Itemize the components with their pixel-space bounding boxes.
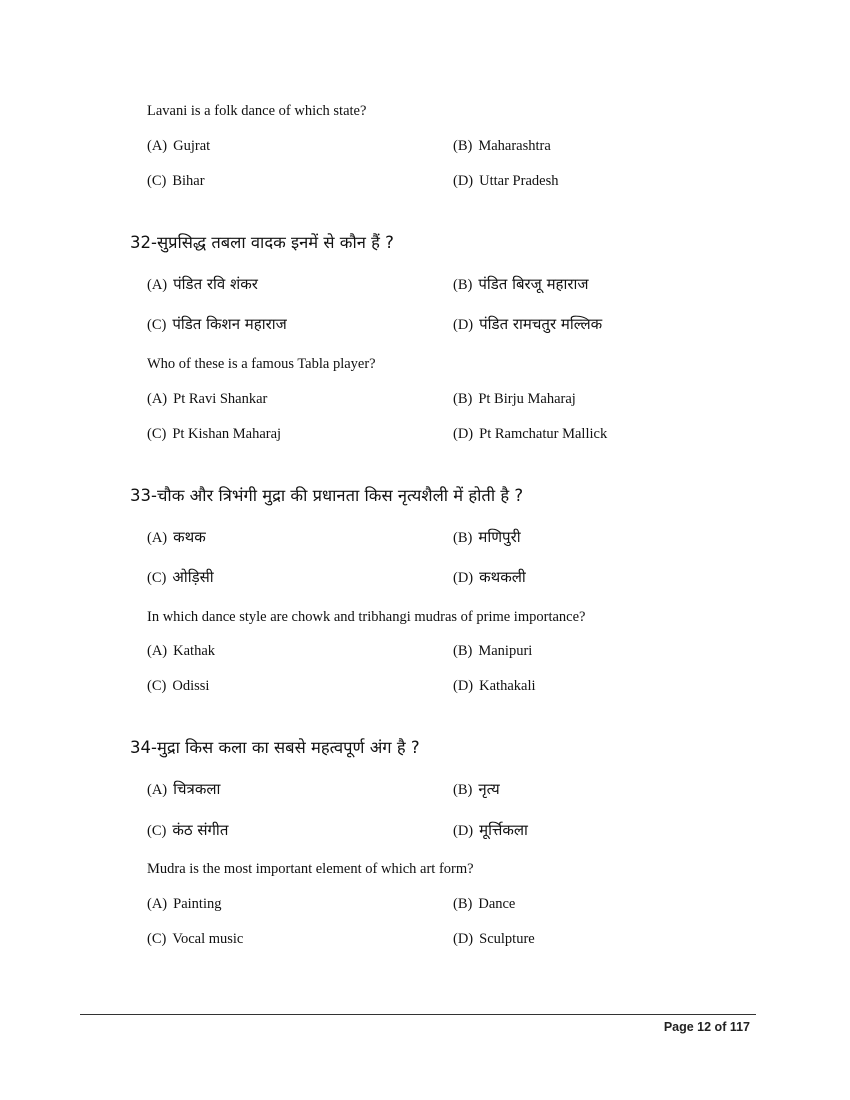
- q32-en-option-d: [453, 424, 607, 444]
- q32-hi-question: 32-सुप्रसिद्ध तबला वादक इनमें से कौन हैं ?: [130, 233, 394, 252]
- option-label: (A): [147, 277, 168, 293]
- q34-en-question: Mudra is the most important element of which art form?: [147, 861, 474, 877]
- option-text: पंडित रामचतुर मल्लिक: [479, 315, 603, 333]
- q33-en-option-a: [147, 641, 215, 661]
- option-text: चित्रकला: [173, 780, 221, 798]
- option-label: (B): [453, 896, 473, 912]
- option-text: Kathak: [173, 643, 216, 659]
- q33-hi-question: 33-चौक और त्रिभंगी मुद्रा की प्रधानता किस नृत्यशैली में होती है ?: [130, 486, 524, 505]
- option-label: (B): [453, 138, 473, 154]
- option-text: Uttar Pradesh: [479, 173, 559, 189]
- option-label: (A): [147, 643, 168, 659]
- option-label: (C): [147, 678, 167, 694]
- q32-hi-option-d: [453, 314, 602, 335]
- option-text: Painting: [173, 896, 222, 912]
- option-label: (D): [453, 823, 474, 839]
- option-label: (B): [453, 391, 473, 407]
- option-text: मणिपुरी: [478, 528, 521, 546]
- option-label: (C): [147, 823, 167, 839]
- q34-en-option-b: [453, 894, 515, 914]
- option-text: Pt Kishan Maharaj: [172, 426, 282, 442]
- option-label: (C): [147, 173, 167, 189]
- q33-hi-option-c: [147, 567, 214, 588]
- page-number: Page 12 of 117: [663, 1020, 750, 1034]
- q32-en-option-b: [453, 389, 576, 409]
- option-text: Kathakali: [479, 678, 536, 694]
- option-text: Maharashtra: [478, 138, 551, 154]
- option-label: (D): [453, 317, 474, 333]
- option-text: नृत्य: [478, 780, 500, 798]
- option-label: (A): [147, 138, 168, 154]
- q31-en-option-a: [147, 136, 210, 156]
- q33-en-option-c: [147, 676, 209, 696]
- q34-hi-option-d: [453, 820, 528, 841]
- option-text: Manipuri: [478, 643, 533, 659]
- option-label: (A): [147, 530, 168, 546]
- option-text: Bihar: [172, 173, 205, 189]
- option-label: (A): [147, 896, 168, 912]
- q33-hi-option-d: [453, 567, 526, 588]
- q31-en-option-c: [147, 171, 205, 191]
- q32-hi-option-c: [147, 314, 287, 335]
- option-label: (A): [147, 391, 168, 407]
- option-text: Dance: [478, 896, 516, 912]
- q34-en-option-c: [147, 929, 243, 949]
- option-label: (D): [453, 173, 474, 189]
- option-text: पंडित बिरजू महाराज: [478, 275, 589, 293]
- option-label: (C): [147, 317, 167, 333]
- option-label: (D): [453, 570, 474, 586]
- footer-divider: [80, 1014, 756, 1015]
- q33-hi-option-b: [453, 527, 521, 548]
- q34-en-option-a: [147, 894, 221, 914]
- option-label: (D): [453, 931, 474, 947]
- q34-hi-option-b: [453, 779, 500, 800]
- q34-hi-option-a: [147, 779, 220, 800]
- q34-hi-question: 34-मुद्रा किस कला का सबसे महत्वपूर्ण अंग है ?: [130, 738, 420, 757]
- option-label: (B): [453, 530, 473, 546]
- q32-hi-option-a: [147, 274, 258, 295]
- option-text: कथकली: [479, 568, 526, 586]
- option-text: Pt Birju Maharaj: [478, 391, 576, 407]
- option-label: (A): [147, 782, 168, 798]
- option-label: (D): [453, 678, 474, 694]
- option-text: कंठ संगीत: [172, 821, 229, 839]
- q32-en-option-c: [147, 424, 281, 444]
- option-text: ओड़िसी: [172, 568, 214, 586]
- option-text: Gujrat: [173, 138, 211, 154]
- option-text: Sculpture: [479, 931, 535, 947]
- option-text: Vocal music: [172, 931, 244, 947]
- option-label: (C): [147, 570, 167, 586]
- q32-en-question: Who of these is a famous Tabla player?: [147, 356, 376, 372]
- q34-hi-option-c: [147, 820, 228, 841]
- q31-en-question: Lavani is a folk dance of which state?: [147, 103, 367, 119]
- option-label: (C): [147, 426, 167, 442]
- q33-hi-option-a: [147, 527, 206, 548]
- option-text: Pt Ramchatur Mallick: [479, 426, 608, 442]
- q31-en-option-b: [453, 136, 551, 156]
- option-text: Odissi: [172, 678, 210, 694]
- option-text: मूर्त्तिकला: [479, 821, 528, 839]
- option-text: पंडित किशन महाराज: [172, 315, 287, 333]
- option-label: (B): [453, 643, 473, 659]
- option-text: पंडित रवि शंकर: [173, 275, 258, 293]
- q33-en-question: In which dance style are chowk and tribhangi mudras of prime importance?: [147, 609, 586, 625]
- option-label: (D): [453, 426, 474, 442]
- option-label: (C): [147, 931, 167, 947]
- option-label: (B): [453, 782, 473, 798]
- q32-en-option-a: [147, 389, 267, 409]
- q33-en-option-d: [453, 676, 536, 696]
- q31-en-option-d: [453, 171, 558, 191]
- option-text: Pt Ravi Shankar: [173, 391, 268, 407]
- q34-en-option-d: [453, 929, 535, 949]
- option-text: कथक: [173, 528, 206, 546]
- q33-en-option-b: [453, 641, 532, 661]
- q32-hi-option-b: [453, 274, 589, 295]
- option-label: (B): [453, 277, 473, 293]
